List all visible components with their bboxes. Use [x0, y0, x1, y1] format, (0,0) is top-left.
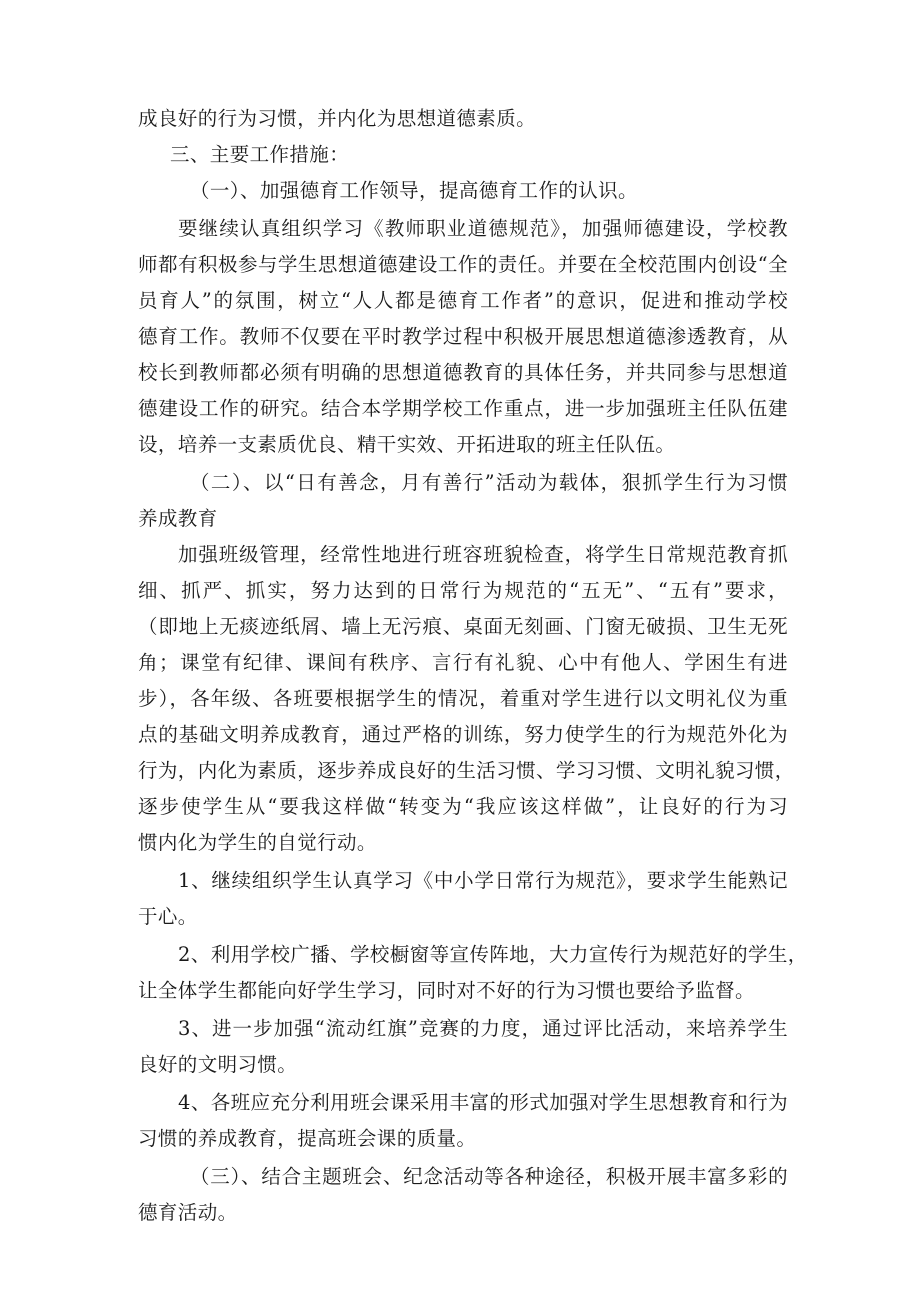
text-line: 德育工作。教师不仅要在平时教学过程中积极开展思想道德渗透教育，从 — [138, 325, 788, 348]
text-line: 师都有积极参与学生思想道德建设工作的责任。并要在全校范围内创设“全 — [138, 253, 788, 276]
text-line: 要继续认真组织学习《教师职业道德规范》，加强师德建设，学校教 — [178, 217, 788, 240]
text-line: （即地上无痰迹纸屑、墙上无污痕、桌面无刻画、门窗无破损、卫生无死 — [138, 615, 788, 638]
list-item: 1、继续组织学生认真学习《中小学日常行为规范》，要求学生能熟记 — [178, 869, 788, 892]
list-item-cont: 于心。 — [138, 905, 198, 928]
list-item: 4、各班应充分利用班会课采用丰富的形式加强对学生思想教育和行为 — [178, 1091, 788, 1114]
list-item: 2、利用学校广播、学校橱窗等宣传阵地，大力宣传行为规范好的学生， — [178, 943, 808, 966]
text-line: 逐步使学生从“要我这样做“转变为“我应该这样做”，让良好的行为习 — [138, 795, 788, 818]
text-line: 德建设工作的研究。结合本学期学校工作重点，进一步加强班主任队伍建 — [138, 397, 788, 420]
text-line: 细、抓严、抓实，努力达到的日常行为规范的“五无”、“五有”要求， — [138, 579, 788, 602]
list-item: 3、进一步加强“流动红旗”竞赛的力度，通过评比活动，来培养学生 — [178, 1017, 788, 1040]
subsection-heading-cont: 德育活动。 — [138, 1201, 238, 1224]
list-item-cont: 良好的文明习惯。 — [138, 1053, 298, 1076]
text-line: 成良好的行为习惯，并内化为思想道德素质。 — [138, 107, 537, 130]
text-line: 员育人”的氛围，树立“人人都是德育工作者”的意识，促进和推动学校 — [138, 289, 788, 312]
text-line: 行为，内化为素质，逐步养成良好的生活习惯、学习习惯、文明礼貌习惯， — [138, 759, 795, 782]
text-line: 惯内化为学生的自觉行动。 — [138, 831, 377, 854]
list-item-cont: 习惯的养成教育，提高班会课的质量。 — [138, 1127, 477, 1150]
subsection-heading-cont: 养成教育 — [138, 507, 218, 530]
section-heading: 三、主要工作措施： — [170, 143, 350, 166]
text-line: 设，培养一支素质优良、精干实效、开拓进取的班主任队伍。 — [138, 433, 676, 456]
text-line: 校长到教师都必须有明确的思想道德教育的具体任务，并共同参与思想道 — [138, 361, 788, 384]
subsection-heading: （一）、加强德育工作领导，提高德育工作的认识。 — [190, 179, 638, 202]
text-line: 步），各年级、各班要根据学生的情况，着重对学生进行以文明礼仪为重 — [138, 687, 788, 710]
subsection-heading: （三）、结合主题班会、纪念活动等各种途径，积极开展丰富多彩的 — [190, 1165, 788, 1188]
text-line: 点的基础文明养成教育，通过严格的训练，努力使学生的行为规范外化为 — [138, 723, 788, 746]
text-line: 角；课堂有纪律、课间有秩序、言行有礼貌、心中有他人、学困生有进 — [138, 651, 788, 674]
text-line: 加强班级管理，经常性地进行班容班貌检查，将学生日常规范教育抓 — [178, 543, 788, 566]
list-item-cont: 让全体学生都能向好学生学习，同时对不好的行为习惯也要给予监督。 — [138, 979, 755, 1002]
subsection-heading: （二）、以“日有善念，月有善行”活动为载体，狠抓学生行为习惯 — [190, 471, 788, 494]
